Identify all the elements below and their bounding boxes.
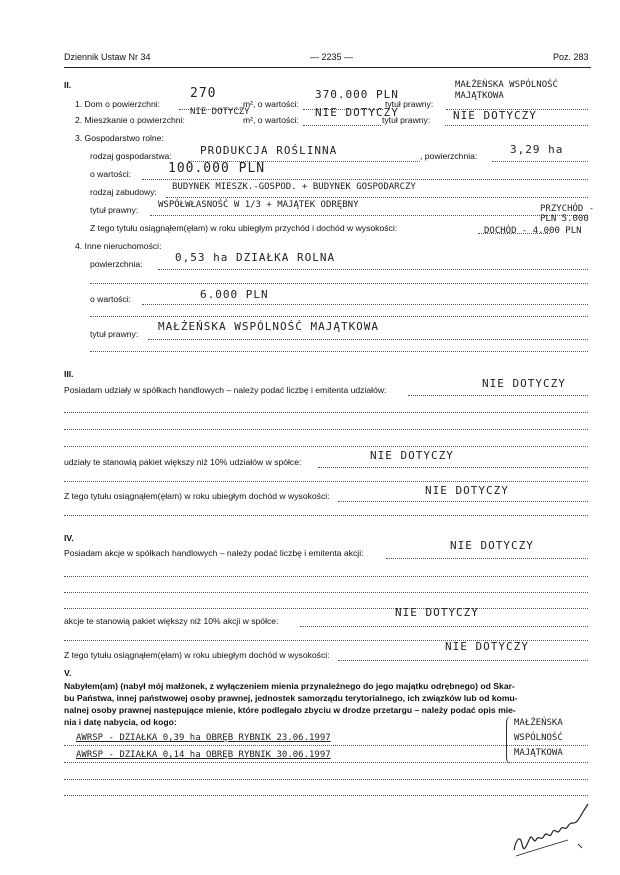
dotted-line: [64, 412, 588, 413]
bracket: [506, 716, 513, 764]
house-title-label: tytuł prawny:: [385, 99, 434, 109]
journal-title: Dziennik Ustaw Nr 34: [64, 52, 151, 62]
dotted-line: [142, 304, 588, 305]
dotted-line: [150, 215, 588, 216]
farm-title: WSPÓŁWŁASNOŚĆ W 1/3 + MAJĄTEK ODRĘBNY: [158, 200, 359, 210]
dotted-line: [64, 446, 588, 447]
dotted-line: [64, 592, 588, 593]
farm-label: 3. Gospodarstwo rolne:: [75, 133, 164, 143]
dotted-line: [90, 283, 588, 284]
dotted-line: [303, 125, 381, 126]
other-area: 0,53 ha DZIAŁKA ROLNA: [175, 251, 336, 264]
dotted-line: [148, 339, 588, 340]
other-value: 6.000 PLN: [200, 288, 269, 301]
dotted-line: [300, 626, 588, 627]
other-value-label: o wartości:: [90, 294, 132, 304]
shares-packet-answer: NIE DOTYCZY: [370, 449, 454, 462]
apartment-label: 2. Mieszkanie o powierzchni:: [75, 115, 185, 125]
dotted-line: [64, 481, 588, 482]
shares-packet-question: udziały te stanowią pakiet większy niż 10% udziałów w spółce:: [64, 457, 302, 467]
shares-question: Posiadam udziały w spółkach handlowych – należy podać liczbę i emitenta udziałów:: [64, 385, 387, 395]
other-area-label: powierzchnia:: [90, 259, 143, 269]
page-number: — 2235 —: [310, 52, 354, 62]
section-v-heading: V.: [64, 668, 72, 678]
other-title: MAŁŻEŃSKA WSPÓLNOŚĆ MAJĄTKOWA: [158, 320, 380, 333]
stocks-income-question: Z tego tytułu osiągnąłem(ęłam) w roku ubiegłym dochód w wysokości:: [64, 650, 330, 660]
apartment-area: NIE DOTYCZY: [190, 107, 250, 117]
dotted-line: [318, 467, 588, 468]
dotted-line: [64, 795, 588, 796]
dotted-line: [386, 558, 588, 559]
house-area: 270: [190, 86, 217, 101]
dotted-line: [408, 395, 588, 396]
stocks-answer: NIE DOTYCZY: [450, 539, 534, 552]
farm-value: 100.000 PLN: [168, 161, 266, 176]
stocks-question: Posiadam akcje w spółkach handlowych – należy podać liczbę i emitenta akcji:: [64, 548, 364, 558]
dotted-line: [492, 161, 588, 162]
section-v-text-4: nia i datę nabycia, od kogo:: [64, 717, 177, 727]
dotted-line: [64, 515, 588, 516]
acquisition-entry-2: AWRSP - DZIAŁKA 0,14 ha OBRĘB RYBNIK 30.06.1997: [76, 750, 331, 760]
farm-income-a: PRZYCHÓD - PLN 5.000: [540, 204, 595, 224]
section-ii-heading: II.: [64, 80, 72, 90]
farm-type: PRODUKCJA ROŚLINNA: [200, 144, 338, 157]
house-title: MAŁŻEŃSKA WSPÓLNOŚĆ MAJĄTKOWA: [455, 80, 558, 101]
stocks-income-answer: NIE DOTYCZY: [445, 640, 529, 653]
dotted-line: [445, 125, 588, 126]
acquisition-note-a: MAŁŻEŃSKA: [514, 718, 563, 728]
dotted-line: [64, 576, 588, 577]
dotted-line: [338, 501, 588, 502]
dotted-line: [64, 429, 588, 430]
dotted-line: [158, 269, 588, 270]
apartment-unit-label: m², o wartości:: [243, 115, 299, 125]
apartment-title: NIE DOTYCZY: [453, 109, 537, 122]
farm-area: 3,29 ha: [510, 143, 564, 156]
farm-title-label: tytuł prawny:: [90, 205, 139, 215]
stocks-packet-question: akcje te stanowią pakiet większy niż 10% akcji w spółce:: [64, 616, 279, 626]
dotted-line: [166, 197, 588, 198]
shares-answer: NIE DOTYCZY: [482, 377, 566, 390]
house-value: 370.000 PLN: [315, 88, 399, 101]
apartment-value: NIE DOTYCZY: [315, 106, 399, 119]
apartment-title-label: tytuł prawny:: [382, 115, 431, 125]
dotted-line: [338, 660, 588, 661]
section-v-text-3: nalnej osoby prawnej następujące mienie, które podlegało zbyciu w drodze przetargu – należy podać opis mie-: [64, 705, 516, 715]
section-iv-heading: IV.: [64, 533, 74, 543]
acquisition-note-c: MAJĄTKOWA: [514, 748, 563, 758]
stocks-packet-answer: NIE DOTYCZY: [395, 606, 479, 619]
dotted-line: [142, 179, 588, 180]
position-number: Poz. 283: [553, 52, 589, 62]
farm-value-label: o wartości:: [90, 169, 132, 179]
dotted-line: [64, 608, 588, 609]
house-unit-label: m², o wartości:: [243, 99, 299, 109]
dotted-line: [64, 779, 588, 780]
shares-income-answer: NIE DOTYCZY: [425, 484, 509, 497]
farm-type-label: rodzaj gospodarstwa:: [90, 151, 172, 161]
other-label: 4. Inne nieruchomości:: [75, 241, 162, 251]
other-title-label: tytuł prawny:: [90, 329, 139, 339]
dotted-line: [90, 316, 588, 317]
house-label: 1. Dom o powierzchni:: [75, 99, 161, 109]
acquisition-note-b: WSPÓLNOŚĆ: [514, 733, 563, 743]
farm-area-label: , powierzchnia:: [420, 151, 478, 161]
farm-buildings-label: rodzaj zabudowy:: [90, 187, 157, 197]
acquisition-entry-1: AWRSP - DZIAŁKA 0,39 ha OBRĘB RYBNIK 23.06.1997: [76, 733, 331, 743]
header-rule: [64, 67, 591, 68]
section-iii-heading: III.: [64, 369, 74, 379]
shares-income-question: Z tego tytułu osiągnąłem(ęłam) w roku ubiegłym dochód w wysokości:: [64, 491, 330, 501]
farm-income-label: Z tego tytułu osiągnąłem(ęłam) w roku ubiegłym przychód i dochód w wysokości:: [90, 223, 398, 233]
farm-buildings: BUDYNEK MIESZK.-GOSPOD. + BUDYNEK GOSPODARCZY: [172, 182, 416, 192]
section-v-text-1: Nabyłem(am) (nabył mój małżonek, z wyłączeniem mienia przynależnego do jego majątku odrębnego) od Skar-: [64, 681, 515, 691]
section-v-text-2: bu Państwa, innej państwowej osoby prawnej, jednostek samorządu terytorialnego, ich związków lub od komu-: [64, 693, 518, 703]
signature: [508, 800, 592, 862]
farm-income-b: DOCHÓD - 4.000 PLN: [484, 226, 582, 236]
dotted-line: [90, 351, 588, 352]
